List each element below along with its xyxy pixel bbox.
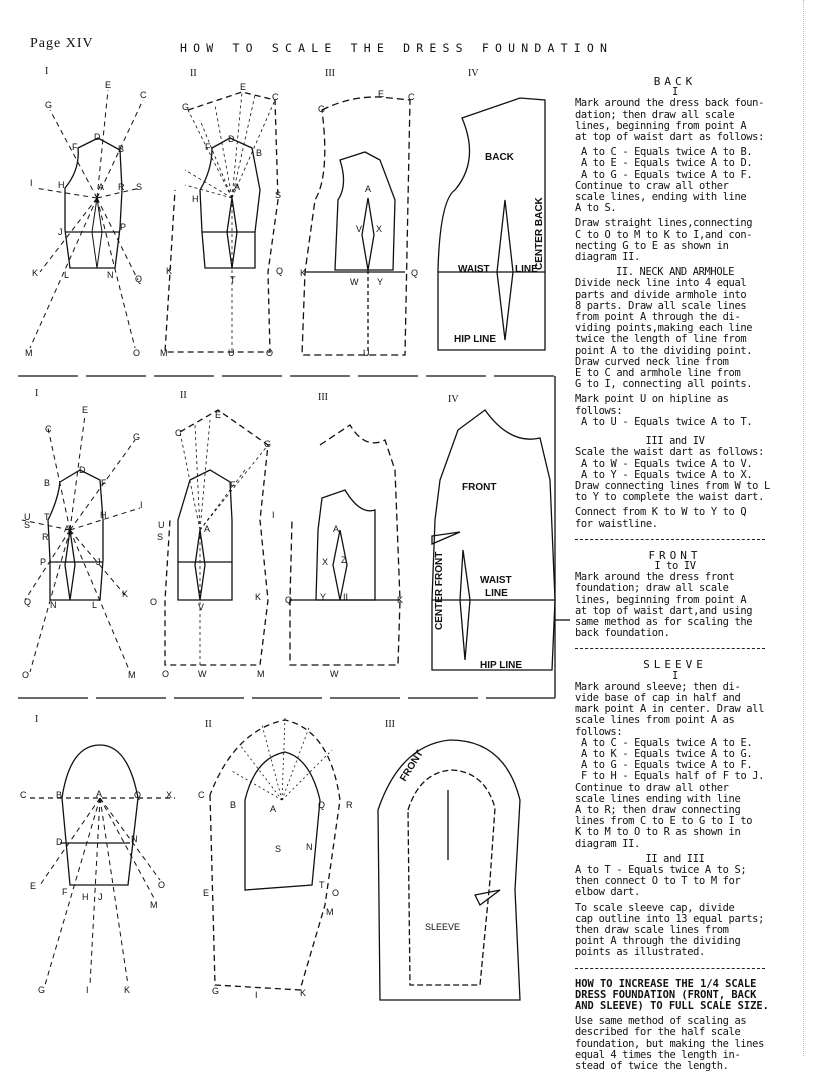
divider <box>575 539 765 540</box>
diagram-label: H <box>58 180 65 190</box>
diagram-label: SLEEVE <box>425 922 461 932</box>
sleeve-rule: F to H - Equals half of F to J. <box>581 770 765 783</box>
diagram-label: B <box>44 478 51 488</box>
front-diagram-ii <box>165 410 268 665</box>
diagram-label: S <box>157 532 164 542</box>
sleeve-rule: A to K - Equals twice A to G. <box>581 747 753 760</box>
sleeve-rule: A to G - Equals twice A to F. <box>581 759 753 772</box>
diagram-label: F <box>101 478 107 488</box>
diagram-label: G <box>318 104 326 114</box>
sleeve-p4: To scale sleeve cap, divide cap outline into 13 equal parts; then draw scale lines from point A through the dividing points as illustrated. <box>575 901 764 959</box>
diagram-label: A <box>96 789 103 799</box>
diagram-label: Q <box>276 266 284 276</box>
diagram-label: H <box>100 510 107 520</box>
diagram-label: C <box>408 92 415 102</box>
diagram-label: V <box>198 602 205 612</box>
diagram-label: T <box>319 880 325 890</box>
diagram-label: C <box>45 424 52 434</box>
page-number: Page XIV <box>30 36 94 51</box>
diagram-label: G <box>45 100 53 110</box>
back-diagram-iv <box>438 98 545 350</box>
diagram-label: Q <box>135 274 143 284</box>
diagram-label: S <box>275 844 282 854</box>
sleeve-diagram-ii <box>210 718 340 990</box>
diagram-numeral: I <box>45 66 49 77</box>
back-p6: Scale the waist dart as follows: <box>575 446 764 459</box>
diagram-label: R <box>346 800 353 810</box>
diagram-label: O <box>133 348 141 358</box>
diagram-label: WAIST <box>458 264 490 275</box>
diagram-label: A <box>98 182 105 192</box>
diagram-label: O <box>266 348 274 358</box>
diagram-label: E <box>378 89 385 99</box>
diagram-numeral: IV <box>448 394 459 405</box>
diagram-label: C <box>175 428 182 438</box>
back-p5: Mark point U on hipline as follows: <box>575 393 729 417</box>
diagram-label: U <box>158 520 165 530</box>
diagram-label: G <box>182 102 190 112</box>
diagram-label: I <box>140 500 143 510</box>
diagram-label: E <box>203 888 210 898</box>
diagram-label: I <box>272 510 275 520</box>
back-diagram-i <box>30 90 143 348</box>
diagram-label: B <box>230 800 237 810</box>
diagram-label: D <box>79 465 86 475</box>
diagram-label: S <box>275 190 282 200</box>
diagram-label: D <box>56 837 63 847</box>
diagram-label: O <box>150 597 158 607</box>
diagram-label: A <box>270 804 277 814</box>
diagram-label: I <box>86 985 89 995</box>
diagram-label: G <box>212 986 220 996</box>
diagram-label: Z <box>341 555 347 565</box>
full-scale-p1: Use same method of scaling as described for the half scale foundation, but making the lines equal 4 times the length in- stead of twice the length. <box>575 1015 764 1073</box>
back-p7: Draw connecting lines from W to L to Y to complete the waist dart. <box>575 479 770 504</box>
diagram-label: N <box>50 600 57 610</box>
diagram-label: B <box>56 790 63 800</box>
diagram-label: D <box>228 134 235 144</box>
sleeve-sub2: II and III <box>645 852 705 865</box>
diagram-label: LINE <box>485 588 508 599</box>
diagram-label: K <box>255 592 262 602</box>
diagram-label: M <box>150 900 158 910</box>
front-diagram-iii <box>290 425 400 665</box>
diagram-numeral: III <box>385 719 395 730</box>
diagram-label: U <box>228 348 235 358</box>
diagram-label: C <box>198 790 205 800</box>
diagram-label: W <box>198 669 207 679</box>
diagram-label: Q <box>24 597 32 607</box>
instructions-column <box>575 76 775 1076</box>
diagram-label: CENTER FRONT <box>434 551 445 630</box>
diagram-label: F <box>205 142 211 152</box>
diagram-label: X <box>376 224 383 234</box>
diagram-label: Q <box>318 800 326 810</box>
back-diagram-ii <box>165 92 278 352</box>
back-p2: Continue to craw all other scale lines, ending with line A to S. <box>575 179 747 215</box>
diagram-label: A <box>333 524 340 534</box>
diagram-label: G <box>133 432 141 442</box>
diagram-label: BACK <box>485 152 514 163</box>
diagram-label: U <box>363 348 370 358</box>
diagram-label: K <box>124 985 131 995</box>
diagram-label: T <box>230 275 236 285</box>
back-rule: A to E - Equals twice A to D. <box>581 157 753 170</box>
back-rule: A to U - Equals twice A to T. <box>581 415 753 428</box>
diagram-label: HIP LINE <box>480 660 523 671</box>
divider <box>575 968 765 969</box>
diagram-label: O <box>158 880 166 890</box>
back-p8: Connect from K to W to Y to Q for waistline. <box>575 506 747 530</box>
diagram-label: A <box>64 524 71 534</box>
diagram-label: HIP LINE <box>454 334 497 345</box>
diagram-label: Y <box>377 277 384 287</box>
back-sub2: II. NECK AND ARMHOLE <box>615 266 735 279</box>
diagram-numeral: IV <box>468 68 479 79</box>
diagram-label: S <box>136 182 143 192</box>
back-rule: A to G - Equals twice A to F. <box>581 168 753 181</box>
diagram-label: K <box>166 266 173 276</box>
sleeve-p2: Continue to draw all other scale lines ending with line A to R; then draw connecting lines from C to E to G to I to K to M to O to R as shown in diagram II. <box>575 781 753 850</box>
diagram-label: U <box>24 512 31 522</box>
diagram-label: N <box>131 834 138 844</box>
diagram-label: E <box>82 405 89 415</box>
diagram-label: F <box>72 142 78 152</box>
diagram-label: C <box>272 92 279 102</box>
diagram-label: E <box>30 881 37 891</box>
diagram-label: L <box>92 600 98 610</box>
divider <box>575 648 765 649</box>
diagram-label: X <box>322 557 329 567</box>
diagram-label: K <box>122 589 129 599</box>
diagram-label: P <box>120 222 127 232</box>
diagram-label: LINE <box>515 264 538 275</box>
diagram-label: S <box>24 520 31 530</box>
diagram-label: R <box>42 532 49 542</box>
back-p1: Mark around the dress back foun- dation; then draw all scale lines, beginning from point A at top of waist dart as follows: <box>575 97 764 144</box>
diagram-label: Q <box>134 790 142 800</box>
sleeve-p3: A to T - Equals twice A to S; then connect O to T to M for elbow dart. <box>575 864 747 899</box>
diagram-label: C <box>140 90 147 100</box>
front-heading: FRONT <box>648 548 702 562</box>
front-diagram-iv <box>432 410 555 670</box>
back-p3: Draw straight lines,connecting C to O to M to K to I,and con- necting G to E as shown in diagram II. <box>575 217 753 264</box>
diagram-label: II <box>343 592 349 602</box>
sleeve-p1: Mark around sleeve; then di- vide base of cap in half and mark point A in center. Draw all scale lines from point A as follows: <box>575 680 764 738</box>
diagram-label: J <box>58 227 63 237</box>
diagram-label: W <box>350 277 359 287</box>
sleeve-rule: A to C - Equals twice A to E. <box>581 736 753 749</box>
diagram-label: E <box>215 410 222 420</box>
diagram-label: A <box>234 182 241 192</box>
back-rule: A to W - Equals twice A to V. <box>581 457 753 470</box>
back-rule: A to C - Equals twice A to B. <box>581 146 753 159</box>
diagram-label: M <box>25 348 33 358</box>
diagram-label: F <box>230 480 236 490</box>
diagram-label: P <box>40 557 47 567</box>
diagram-label: J <box>98 892 103 902</box>
back-rule: A to Y - Equals twice A to X. <box>581 468 753 481</box>
diagram-numeral: II <box>190 68 197 79</box>
diagram-numeral: III <box>318 392 328 403</box>
page-title: HOW TO SCALE THE DRESS FOUNDATION <box>180 41 614 55</box>
diagram-label: I <box>30 178 33 188</box>
diagram-label: K <box>397 595 404 605</box>
sleeve-diagram-i <box>30 745 175 985</box>
diagram-numeral: III <box>325 68 335 79</box>
front-diagram-i <box>22 415 140 672</box>
diagram-label: K <box>300 268 307 278</box>
diagram-numeral: II <box>180 390 187 401</box>
diagram-label: B <box>118 144 125 154</box>
diagram-label: Q <box>285 595 293 605</box>
diagram-label: L <box>64 270 70 280</box>
diagram-numeral: II <box>205 719 212 730</box>
diagram-numeral: I <box>35 714 39 725</box>
back-heading: BACK <box>653 75 697 88</box>
diagram-label: O <box>332 888 340 898</box>
diagram-label: M <box>160 348 168 358</box>
diagram-label: I <box>255 990 258 1000</box>
diagram-label: G <box>264 439 272 449</box>
diagram-label: E <box>105 80 112 90</box>
diagram-label: FRONT <box>462 482 497 493</box>
diagram-label: CENTER BACK <box>534 197 545 270</box>
diagram-label: O <box>22 670 30 680</box>
diagram-label: A <box>204 524 211 534</box>
diagram-label: H <box>192 194 199 204</box>
sleeve-heading: SLEEVE <box>643 658 707 672</box>
full-scale-heading: HOW TO INCREASE THE 1/4 SCALE DRESS FOUNDATION (FRONT, BACK AND SLEEVE) TO FULL SCALE SIZE. <box>575 977 769 1013</box>
back-p4: Divide neck line into 4 equal parts and divide armhole into 8 parts. Draw all scale lines from point A through the di- viding points,making each line twice the length of line from point A to the dividing point. Draw curved neck line from E to C and armhole line from G to I, connecting all points. <box>575 277 753 391</box>
diagram-label: C <box>20 790 27 800</box>
diagram-label: FRONT <box>398 748 426 784</box>
diagram-label: N <box>306 842 313 852</box>
diagram-label: N <box>107 270 114 280</box>
diagram-label: W <box>330 669 339 679</box>
diagram-label: K <box>32 268 39 278</box>
diagram-label: D <box>94 132 101 142</box>
back-sub3: III and IV <box>645 435 705 448</box>
diagram-label: J <box>96 557 101 567</box>
diagram-label: K <box>300 988 307 998</box>
section-dividers <box>18 376 570 698</box>
diagram-label: Y <box>320 592 327 602</box>
front-sub: I to IV <box>654 559 696 572</box>
diagram-label: WAIST <box>480 575 512 586</box>
diagram-label: M <box>326 907 334 917</box>
diagram-numeral: I <box>35 388 39 399</box>
diagram-label: H <box>82 892 89 902</box>
sleeve-sub: I <box>672 669 678 682</box>
diagram-label: O <box>162 669 170 679</box>
diagram-label: E <box>240 82 247 92</box>
back-sub: I <box>672 86 678 99</box>
diagram-label: Q <box>411 268 419 278</box>
diagram-label: A <box>365 184 372 194</box>
diagram-label: X <box>166 790 173 800</box>
diagram-label: G <box>38 985 46 995</box>
diagram-label: R <box>118 182 125 192</box>
diagram-label: M <box>257 669 265 679</box>
diagram-label: V <box>356 224 363 234</box>
diagram-label: M <box>128 670 136 680</box>
diagram-label: B <box>256 148 263 158</box>
diagram-label: F <box>62 887 68 897</box>
diagram-label: T <box>44 512 50 522</box>
front-p1: Mark around the dress front foundation; draw all scale lines, beginning from point A at top of waist dart,and using same method as for scaling the back foundation. <box>575 571 753 640</box>
